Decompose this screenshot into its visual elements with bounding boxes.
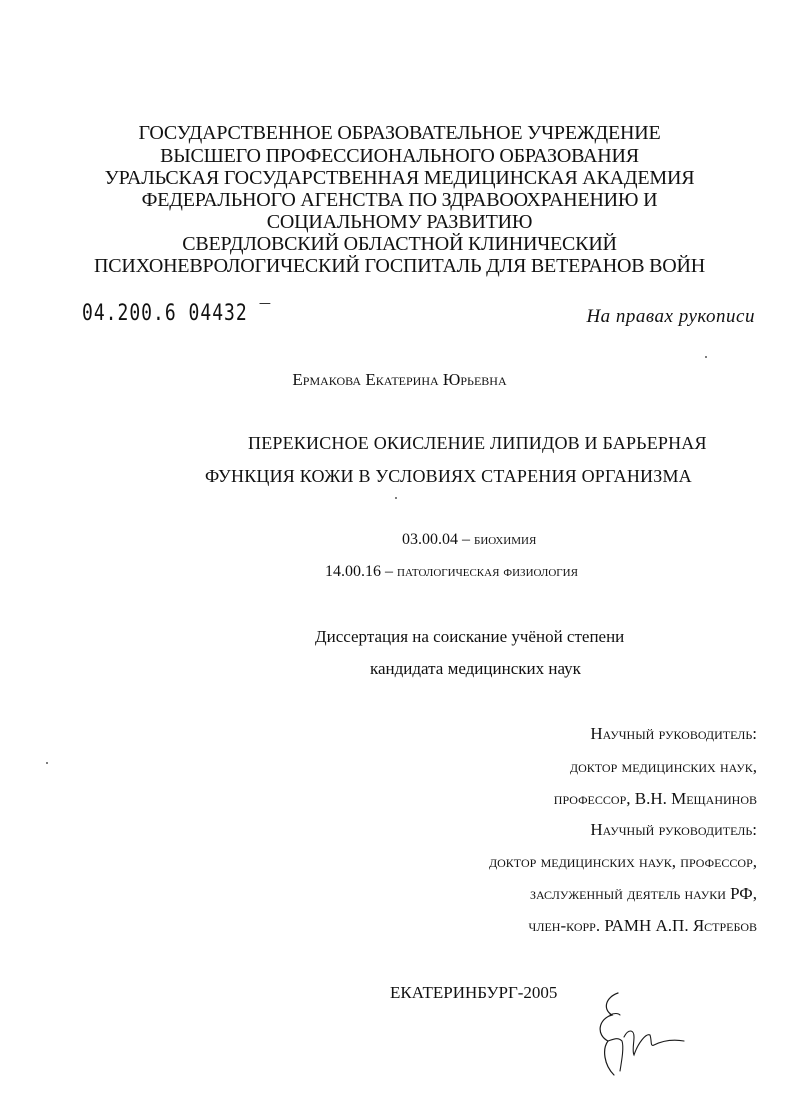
degree-line-2: кандидата медицинских наук (370, 659, 581, 678)
institution-line-3: УРАЛЬСКАЯ ГОСУДАРСТВЕННАЯ МЕДИЦИНСКАЯ АКАДЕМИЯ (104, 167, 695, 189)
institution-line-6: СВЕРДЛОВСКИЙ ОБЛАСТНОЙ КЛИНИЧЕСКИЙ (182, 233, 617, 255)
specialty-2-code: 14.00.16 (325, 563, 381, 580)
institution-line-5: СОЦИАЛЬНОМУ РАЗВИТИЮ (266, 211, 533, 233)
specialty-1: 03.00.04 – биохимия (402, 531, 537, 548)
rights-note: На правах рукописи (586, 306, 755, 327)
institution-line-1: ГОСУДАРСТВЕННОЕ ОБРАЗОВАТЕЛЬНОЕ УЧРЕЖДЕНИЕ (138, 122, 661, 144)
specialty-2-name: патологическая физиология (397, 563, 578, 580)
specialty-1-name: биохимия (474, 531, 537, 548)
library-stamp-number (82, 300, 271, 326)
supervisor-1-heading: Научный руководитель: (590, 724, 757, 743)
supervisor-1-name: профессор, В.Н. Мещанинов (553, 789, 757, 808)
supervisor-2-name: член-корр. РАМН А.П. Ястребов (528, 916, 757, 935)
institution-line-2: ВЫСШЕГО ПРОФЕССИОНАЛЬНОГО ОБРАЗОВАНИЯ (160, 145, 639, 167)
scan-speck (395, 497, 397, 499)
supervisor-1-degree: доктор медицинских наук, (569, 757, 757, 776)
supervisor-2-heading: Научный руководитель: (590, 820, 757, 839)
scan-speck (46, 762, 48, 764)
degree-line-1: Диссертация на соискание учёной степени (315, 627, 625, 646)
stamp-number-text: 04.200.6 04432 (82, 300, 248, 327)
institution-line-7: ПСИХОНЕВРОЛОГИЧЕСКИЙ ГОСПИТАЛЬ ДЛЯ ВЕТЕРАНОВ ВОЙН (93, 255, 706, 277)
author-name: Ермакова Екатерина Юрьевна (292, 370, 507, 389)
dissertation-title-line-2: ФУНКЦИЯ КОЖИ В УСЛОВИЯХ СТАРЕНИЯ ОРГАНИЗМА (205, 466, 692, 486)
scan-speck (705, 356, 707, 358)
institution-line-4: ФЕДЕРАЛЬНОГО АГЕНСТВА ПО ЗДРАВООХРАНЕНИЮ И (141, 189, 658, 211)
specialty-1-code: 03.00.04 (402, 531, 458, 548)
stamp-tick-mark: ‾ (247, 300, 272, 327)
supervisor-2-degree: доктор медицинских наук, профессор, (488, 852, 757, 871)
handwritten-signature (588, 985, 698, 1085)
city-year: ЕКАТЕРИНБУРГ-2005 (390, 983, 558, 1002)
specialty-2: 14.00.16 – патологическая физиология (325, 563, 578, 580)
dissertation-title-line-1: ПЕРЕКИСНОЕ ОКИСЛЕНИЕ ЛИПИДОВ И БАРЬЕРНАЯ (248, 433, 707, 453)
supervisor-2-honor: заслуженный деятель науки РФ, (529, 884, 757, 903)
